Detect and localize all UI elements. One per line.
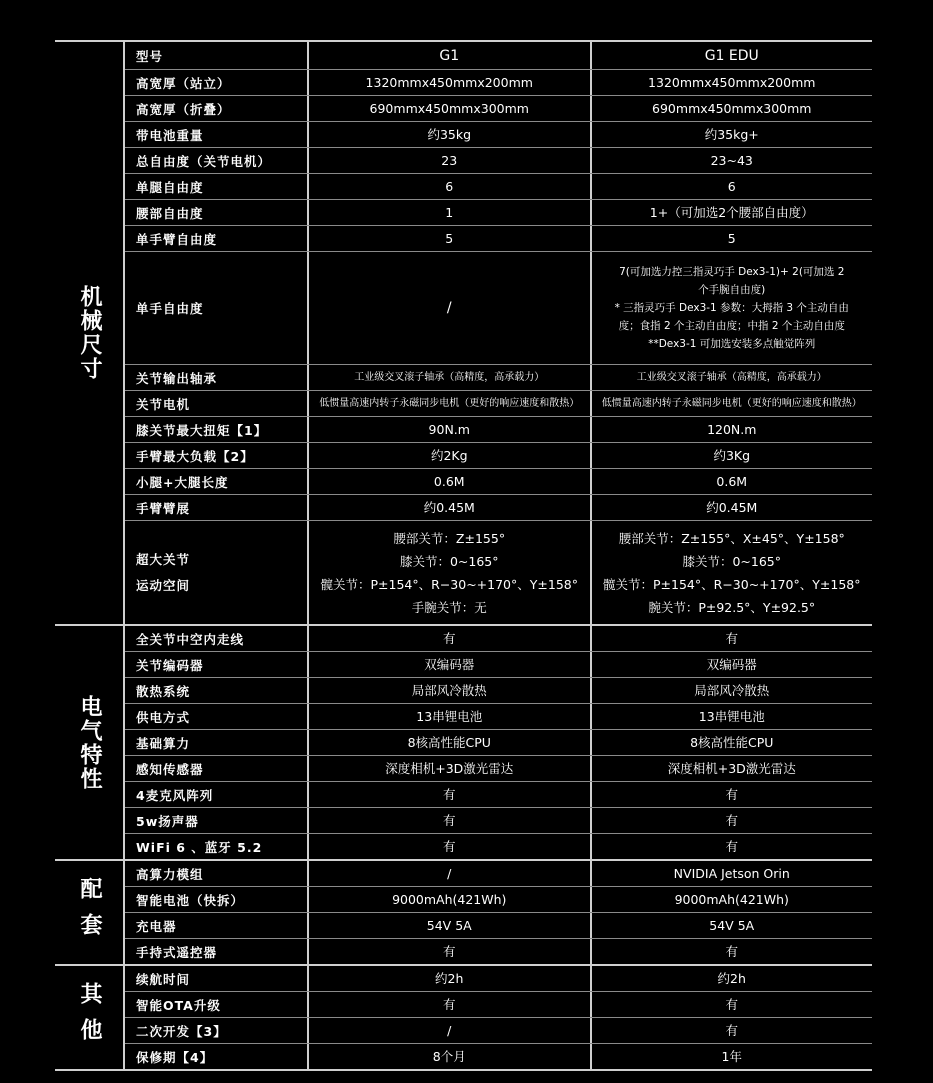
row-label: 全关节中空内走线 [136,631,245,647]
g1-value: 约2h [307,966,590,991]
edu-value: 690mmx450mmx300mm [590,96,873,121]
table-row [125,390,872,416]
row-label: 供电方式 [136,709,191,725]
edu-value: 工业级交叉滚子轴承（高精度，高承载力） [590,365,873,390]
g1-value: 1320mmx450mmx200mm [307,70,590,95]
row-label: 智能OTA升级 [136,997,221,1013]
g1-value: 5 [307,226,590,251]
row-label: 高算力模组 [136,866,204,882]
row-label: 腰部自由度 [136,205,204,221]
row-label: 手臂最大负载【2】 [136,448,254,464]
row-label: 二次开发【3】 [136,1023,227,1039]
g1-value: 690mmx450mmx300mm [307,96,590,121]
row-label: 关节电机 [136,396,191,412]
g1-value: 13串锂电池 [307,704,590,729]
edu-value: 约3Kg [590,443,873,468]
label-line: 超大关节 [136,551,191,567]
edu-value: 0.6M [590,469,873,494]
g1-value: 有 [307,808,590,833]
row-label: 高宽厚（站立） [136,75,231,91]
table-row [125,468,872,494]
edu-value: 有 [590,782,873,807]
edu-value: 有 [590,992,873,1017]
edu-value: 约35kg+ [590,122,873,147]
edu-value: 9000mAh(421Wh) [590,887,873,912]
table-row [125,833,872,859]
table-row [125,494,872,520]
row-label: 关节编码器 [136,657,204,673]
edu-line: 膝关节：0~165° [682,553,782,569]
edu-value: 1年 [590,1044,873,1069]
label-line: 运动空间 [136,577,191,593]
g1-value: 6 [307,174,590,199]
edu-value: 双编码器 [590,652,873,677]
edu-value: 8核高性能CPU [590,730,873,755]
edu-line: **Dex3-1 可加选安装多点触觉阵列 [648,338,816,350]
row-label: 保修期【4】 [136,1049,214,1065]
table-row [125,781,872,807]
table-row [125,520,872,624]
table-row [125,651,872,677]
table-row [125,729,872,755]
g1-value: 双编码器 [307,652,590,677]
edu-value: 6 [590,174,873,199]
edu-value: 23~43 [590,148,873,173]
row-label: 5w扬声器 [136,813,199,829]
g1-value: / [307,861,590,886]
row-label: 续航时间 [136,971,191,987]
g1-value: 约0.45M [307,495,590,520]
g1-value: 1 [307,200,590,225]
edu-value: 局部风冷散热 [590,678,873,703]
g1-value: 有 [307,626,590,651]
row-label: 型号 [136,48,164,64]
g1-value: 有 [307,834,590,859]
g1-value: 约35kg [307,122,590,147]
g1-line: 膝关节：0~165° [399,553,499,569]
row-label: 充电器 [136,918,177,934]
table-row [125,966,872,991]
edu-value: 有 [590,834,873,859]
edu-value: 1320mmx450mmx200mm [590,70,873,95]
edu-line: 7(可加选力控三指灵巧手 Dex3-1)+ 2(可加选 2 [619,266,845,278]
edu-line: 髋关节：P±154°、R−30~+170°、Y±158° [603,576,861,592]
g1-value: 9000mAh(421Wh) [307,887,590,912]
g1-line: 手腕关节：无 [411,599,487,615]
edu-value: NVIDIA Jetson Orin [590,861,873,886]
edu-value: 深度相机+3D激光雷达 [590,756,873,781]
edu-line: 度；食指 2 个主动自由度；中指 2 个主动自由度 [618,320,845,332]
g1-line: 髋关节：P±154°、R−30~+170°、Y±158° [320,576,578,592]
g1-value: 23 [307,148,590,173]
table-row [125,1017,872,1043]
g1-value: 低惯量高速内转子永磁同步电机（更好的响应速度和散热） [307,391,590,416]
section-title: 电气特性 [77,694,102,791]
row-label: 单腿自由度 [136,179,204,195]
edu-line: 个手腕自由度) [698,284,766,296]
table-row [125,199,872,225]
row-label: 高宽厚（折叠） [136,101,231,117]
table-row [125,416,872,442]
table-row [125,807,872,833]
g1-value: 0.6M [307,469,590,494]
g1-value: 深度相机+3D激光雷达 [307,756,590,781]
g1-value [307,521,590,624]
g1-value: 约2Kg [307,443,590,468]
edu-value [590,252,873,364]
edu-value [590,521,873,624]
row-label: 小腿+大腿长度 [136,474,229,490]
table-row [125,442,872,468]
row-label: 总自由度（关节电机） [136,153,272,169]
table-row [125,755,872,781]
edu-value: 13串锂电池 [590,704,873,729]
row-label: 关节输出轴承 [136,370,218,386]
g1-value: 54V 5A [307,913,590,938]
header-row [125,42,872,69]
edu-value: 有 [590,1018,873,1043]
row-label: 单手臂自由度 [136,231,218,247]
edu-value: 有 [590,939,873,964]
g1-value: / [307,252,590,364]
edu-value: 120N.m [590,417,873,442]
edu-value: 低惯量高速内转子永磁同步电机（更好的响应速度和散热） [590,391,873,416]
column-header-g1: G1 [307,42,590,69]
edu-value: 54V 5A [590,913,873,938]
table-row [125,95,872,121]
table-row [125,173,872,199]
table-row [125,886,872,912]
g1-value: 8个月 [307,1044,590,1069]
row-label: 4麦克风阵列 [136,787,214,803]
table-row [125,991,872,1017]
edu-value: 约2h [590,966,873,991]
edu-line: 腰部关节：Z±155°、X±45°、Y±158° [618,530,845,546]
row-label: 基础算力 [136,735,191,751]
g1-value: 8核高性能CPU [307,730,590,755]
table-row [125,677,872,703]
table-row [125,912,872,938]
edu-value: 约0.45M [590,495,873,520]
spec-table [55,40,872,1071]
edu-value: 1+（可加选2个腰部自由度） [590,200,873,225]
edu-value: 有 [590,626,873,651]
row-label: 单手自由度 [136,301,204,316]
edu-line: 腕关节：P±92.5°、Y±92.5° [648,599,816,615]
table-row [125,364,872,390]
section-other [55,964,872,1071]
edu-value: 5 [590,226,873,251]
row-label: 带电池重量 [136,127,204,143]
column-header-g1-edu: G1 EDU [590,42,873,69]
g1-line: 腰部关节：Z±155° [393,530,506,546]
table-row [125,938,872,964]
g1-value: 有 [307,782,590,807]
edu-value: 有 [590,808,873,833]
section-title: 配套 [77,876,102,949]
g1-value: 有 [307,992,590,1017]
table-row [125,251,872,364]
g1-value: 有 [307,939,590,964]
row-label: 感知传感器 [136,761,204,777]
table-row [125,861,872,886]
g1-value: 工业级交叉滚子轴承（高精度，高承载力） [307,365,590,390]
table-row [125,121,872,147]
row-label: 散热系统 [136,683,191,699]
g1-value: / [307,1018,590,1043]
row-label: WiFi 6 、蓝牙 5.2 [136,839,263,855]
edu-line: * 三指灵巧手 Dex3-1 参数：大拇指 3 个主动自由 [614,302,849,314]
table-row [125,703,872,729]
table-row [125,626,872,651]
section-title: 机械尺寸 [77,285,102,381]
row-label: 手持式遥控器 [136,944,218,960]
section-mechanical [55,40,872,624]
table-row [125,69,872,95]
table-row [125,225,872,251]
row-label [125,521,307,624]
section-title: 其他 [77,981,102,1054]
row-label: 手臂臂展 [136,500,191,516]
table-row [125,147,872,173]
table-row [125,1043,872,1069]
row-label: 膝关节最大扭矩【1】 [136,422,268,438]
g1-value: 90N.m [307,417,590,442]
section-electrical [55,624,872,859]
row-label: 智能电池（快拆） [136,892,245,908]
g1-value: 局部风冷散热 [307,678,590,703]
section-accessories [55,859,872,964]
